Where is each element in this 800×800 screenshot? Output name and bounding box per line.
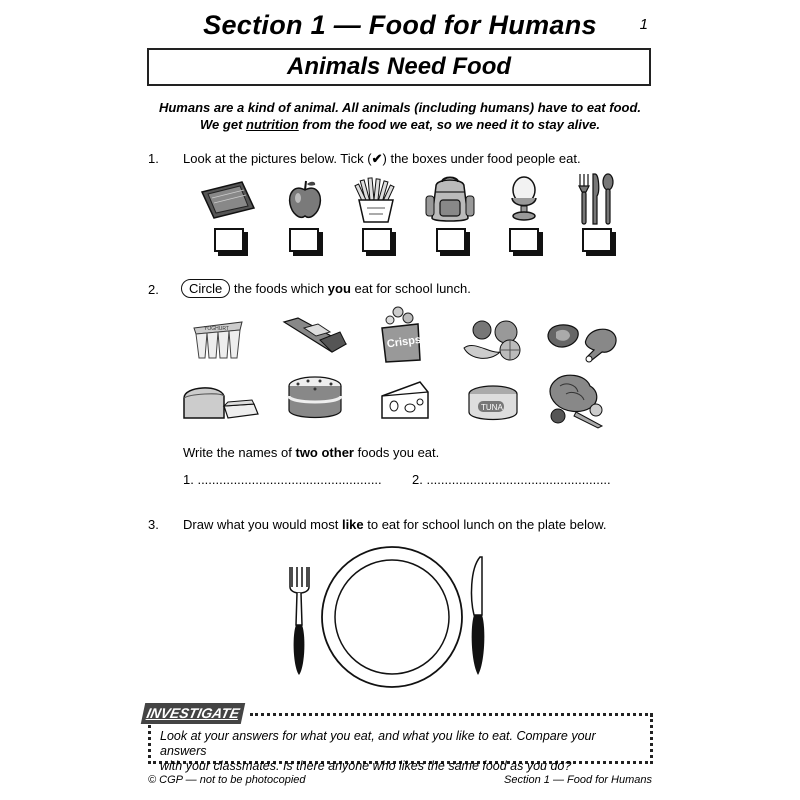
- fruit-bowl-icon[interactable]: [460, 318, 526, 364]
- intro-nutrition-word: nutrition: [246, 117, 299, 132]
- knife-icon: [472, 557, 485, 675]
- cutlery-icon: [576, 172, 616, 226]
- investigate-tag: INVESTIGATE: [141, 703, 245, 724]
- investigate-line-1: Look at your answers for what you eat, and what you like to eat. Compare your answers: [160, 729, 596, 758]
- plate-icon: [322, 547, 462, 687]
- apple-icon: [288, 178, 322, 220]
- tuna-label: TUNA: [481, 403, 503, 412]
- section-title: Section 1 — Food for Humans: [203, 10, 597, 40]
- page-number: 1: [639, 16, 648, 33]
- tick-box-tablet[interactable]: [214, 228, 244, 252]
- q2-text-bold: you: [327, 281, 351, 296]
- q3-text-start: Draw what you would most: [183, 517, 342, 532]
- tick-box-cutlery[interactable]: [582, 228, 612, 252]
- crisps-label: Crisps: [386, 333, 422, 351]
- write-prompt: [183, 445, 439, 460]
- answer-line-1[interactable]: 1. ...................................................: [183, 472, 382, 487]
- investigate-text: [160, 729, 640, 774]
- q1-text-start: Look at the pictures below. Tick (: [183, 151, 372, 166]
- write-prompt-bold: two other: [295, 445, 354, 460]
- circle-word: Circle: [181, 279, 230, 298]
- q1-text-end: ) the boxes under food people eat.: [382, 151, 581, 166]
- q3-number: 3.: [148, 517, 159, 532]
- q2-text-end: eat for school lunch.: [350, 281, 471, 296]
- tick-symbol: ✔: [371, 151, 383, 166]
- fork-icon: [290, 567, 309, 675]
- footer-section: Section 1 — Food for Humans: [504, 774, 652, 786]
- intro-line-2-start: We get: [200, 117, 247, 132]
- tuna-can-icon[interactable]: [466, 384, 520, 422]
- page-title: Animals Need Food: [147, 48, 651, 86]
- q2-text-mid: the foods which: [230, 281, 328, 296]
- intro-line-2: [150, 116, 650, 133]
- q1-text: [183, 151, 581, 167]
- yogurt-label: YOGHURT: [204, 326, 229, 332]
- fries-icon: [353, 178, 399, 224]
- investigate-line-2: with your classmates. Is there anyone who likes the same food as you do?: [160, 759, 572, 773]
- footer-copyright: © CGP — not to be photocopied: [148, 774, 306, 786]
- intro-text: [150, 99, 650, 133]
- q2-text: [181, 279, 471, 298]
- q1-number: 1.: [148, 151, 159, 166]
- tablet-icon: [200, 180, 256, 220]
- plate-drawing-area[interactable]: [280, 555, 500, 685]
- answer-line-2[interactable]: 2. ...................................................: [412, 472, 611, 487]
- boiled-egg-icon: [509, 176, 539, 222]
- tick-box-egg[interactable]: [509, 228, 539, 252]
- tick-box-backpack[interactable]: [436, 228, 466, 252]
- cake-icon[interactable]: [286, 374, 344, 424]
- write-prompt-end: foods you eat.: [353, 445, 440, 460]
- backpack-icon: [424, 176, 476, 224]
- bread-icon[interactable]: [180, 382, 262, 422]
- tick-box-apple[interactable]: [289, 228, 319, 252]
- crisps-icon[interactable]: [378, 306, 424, 364]
- yogurt-pots-icon[interactable]: [190, 320, 246, 360]
- meat-icon[interactable]: [546, 320, 622, 364]
- q3-text: [183, 517, 606, 532]
- write-prompt-start: Write the names of: [183, 445, 296, 460]
- q3-text-bold: like: [341, 517, 364, 532]
- q3-text-end: to eat for school lunch on the plate below.: [363, 517, 607, 532]
- q2-number: 2.: [148, 282, 159, 297]
- tick-box-fries[interactable]: [362, 228, 392, 252]
- intro-line-1: Humans are a kind of animal. All animals (including humans) have to eat food.: [158, 100, 642, 115]
- vegetables-icon[interactable]: [546, 372, 608, 430]
- cheese-icon[interactable]: [380, 378, 432, 422]
- chocolate-bar-icon[interactable]: [280, 318, 350, 358]
- intro-line-2-end: from the food we eat, so we need it to stay alive.: [298, 117, 600, 132]
